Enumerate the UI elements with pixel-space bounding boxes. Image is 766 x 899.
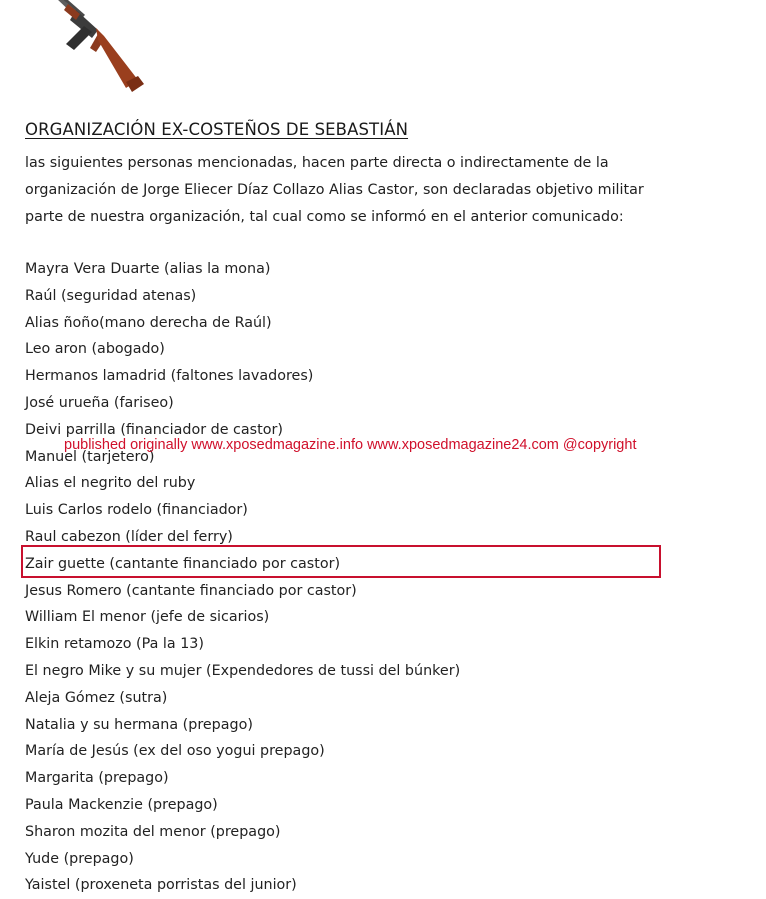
list-item: Natalia y su hermana (prepago) <box>25 716 253 733</box>
list-item: Sharon mozita del menor (prepago) <box>25 823 281 840</box>
list-item: María de Jesús (ex del oso yogui prepago) <box>25 743 325 760</box>
list-item: El negro Mike y su mujer (Expendedores de tussi del búnker) <box>25 662 461 679</box>
intro-line: parte de nuestra organización, tal cual como se informó en el anterior comunicado: <box>25 209 624 225</box>
intro-line: organización de Jorge Eliecer Díaz Collazo Alias Castor, son declaradas objetivo militar <box>25 182 644 198</box>
page-title: ORGANIZACIÓN EX-COSTEÑOS DE SEBASTIÁN <box>25 120 409 139</box>
intro-paragraph <box>25 150 766 231</box>
list-item: Luis Carlos rodelo (financiador) <box>25 502 248 519</box>
list-item: Jesus Romero (cantante financiado por castor) <box>25 582 357 599</box>
list-item: Alias ñoño(mano derecha de Raúl) <box>25 314 272 331</box>
list-item: Raúl (seguridad atenas) <box>25 287 197 304</box>
rifle-icon <box>40 0 160 105</box>
list-item: Hermanos lamadrid (faltones lavadores) <box>25 368 314 385</box>
list-item: William El menor (jefe de sicarios) <box>25 609 270 626</box>
list-item: Manuel (tarjetero) <box>25 448 155 465</box>
list-item: Yaistel (proxeneta porristas del junior) <box>25 877 297 894</box>
list-item: Leo aron (abogado) <box>25 341 165 358</box>
list-item: Elkin retamozo (Pa la 13) <box>25 636 204 653</box>
intro-line: las siguientes personas mencionadas, hacen parte directa o indirectamente de la <box>25 155 609 171</box>
list-item-highlighted: Zair guette (cantante financiado por castor) <box>25 555 341 572</box>
watermark-text: published originally www.xposedmagazine.info www.xposedmagazine24.com @copyright <box>64 437 637 453</box>
list-item: Paula Mackenzie (prepago) <box>25 796 218 813</box>
list-item: José urueña (fariseo) <box>25 394 174 411</box>
list-item: Raul cabezon (líder del ferry) <box>25 528 233 545</box>
highlight-box <box>21 545 661 578</box>
list-item: Deivi parrilla (financiador de castor) <box>25 421 283 438</box>
list-item: Aleja Gómez (sutra) <box>25 689 168 706</box>
list-item: Yude (prepago) <box>25 850 134 867</box>
list-item: Mayra Vera Duarte (alias la mona) <box>25 261 271 277</box>
list-item: Alias el negrito del ruby <box>25 475 196 492</box>
list-item: Margarita (prepago) <box>25 770 169 787</box>
